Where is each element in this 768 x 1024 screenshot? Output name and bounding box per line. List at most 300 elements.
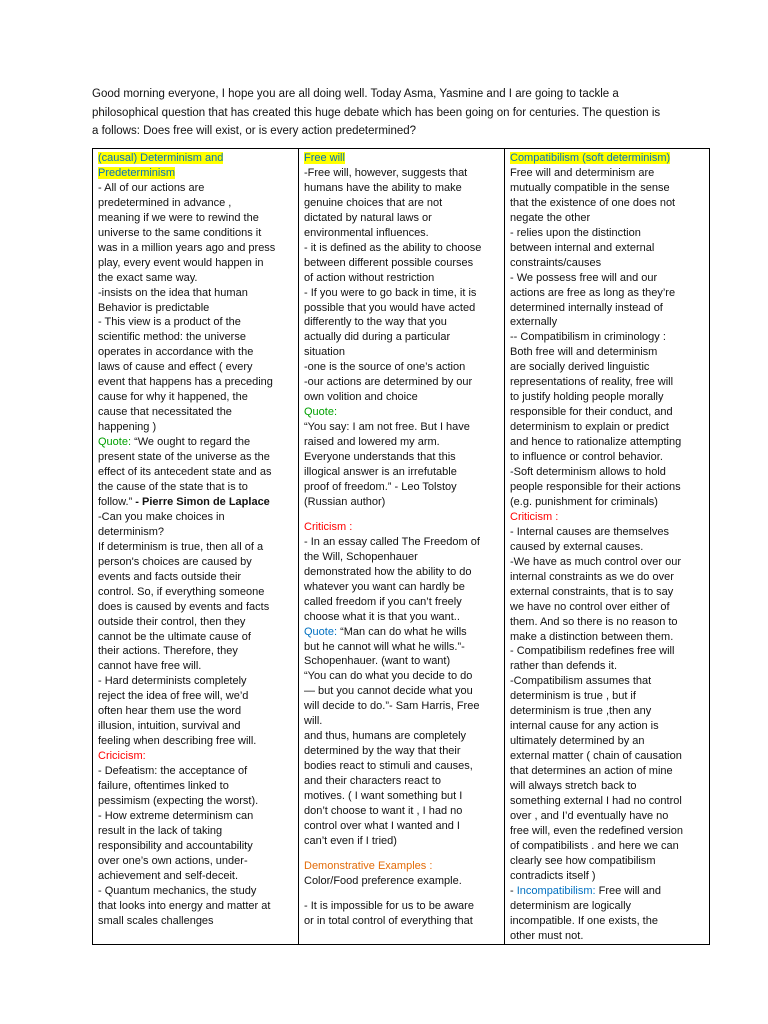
text-line	[304, 834, 500, 849]
line-text: the cause of the state that is to	[98, 480, 248, 493]
text-line	[304, 226, 500, 241]
line-text: - Hard determinists completely	[98, 675, 247, 688]
line-text-continued: “We ought to regard the	[131, 436, 251, 449]
text-line	[304, 181, 500, 196]
line-text: -one is the source of one’s action	[304, 361, 466, 374]
line-text: the Will, Schopenhauer	[304, 550, 418, 563]
text-line	[510, 585, 705, 600]
line-text: -We have as much control over our	[510, 555, 681, 568]
line-text: determined internally instead of	[510, 301, 663, 314]
line-text: proof of freedom.” - Leo Tolstoy	[304, 480, 457, 493]
line-text: failure, oftentimes linked to	[98, 780, 229, 793]
text-line	[304, 450, 500, 465]
line-text: environmental influences.	[304, 226, 429, 239]
line-text: to influence or control behavior.	[510, 451, 663, 464]
line-text: called freedom if you can’t freely	[304, 595, 462, 608]
line-text: and thus, humans are completely	[304, 730, 467, 743]
line-text: determinism is true ,then any	[510, 705, 652, 718]
text-line	[98, 689, 294, 704]
text-line	[98, 899, 294, 914]
intro-line: Good morning everyone, I hope you are all doing well. Today Asma, Yasmine and I are going to tackle a	[92, 88, 619, 100]
line-text: determinism is true , but if	[510, 690, 636, 703]
text-line	[304, 286, 500, 301]
text-line	[304, 256, 500, 271]
line-text: and hence to rationalize attempting	[510, 436, 682, 449]
line-text: raised and lowered my arm.	[304, 436, 440, 449]
text-line	[510, 689, 705, 704]
text-line	[304, 420, 500, 435]
line-text: Free will and determinism are	[510, 166, 655, 179]
line-text: event that happens has a preceding	[98, 376, 273, 389]
line-text: demonstrated how the ability to do	[304, 565, 472, 578]
text-line	[98, 301, 294, 316]
line-text: ultimately determined by an	[510, 735, 645, 748]
line-text: other must not.	[510, 929, 584, 942]
line-text: dictated by natural laws or	[304, 211, 432, 224]
line-text: make a distinction between them.	[510, 630, 674, 643]
line-text: -- Compatibilism in criminology :	[510, 331, 666, 344]
text-line	[304, 435, 500, 450]
text-line	[304, 196, 500, 211]
line-text: was in a million years ago and press	[98, 241, 276, 254]
text-line	[510, 495, 705, 510]
intro-line: philosophical question that has created this huge debate which has been going on for centuries. The question is	[92, 106, 661, 119]
text-line	[510, 405, 705, 420]
line-text: Quote:	[304, 625, 338, 638]
text-line	[304, 315, 500, 330]
line-text: cannot be the ultimate cause of	[98, 630, 251, 643]
line-text: that looks into energy and matter at	[98, 899, 271, 912]
line-text: Criticism :	[510, 510, 559, 523]
text-line	[510, 555, 705, 570]
text-line	[304, 520, 500, 535]
line-text: - Quantum mechanics, the study	[98, 884, 257, 897]
line-text: over , and I’d eventually have no	[510, 809, 669, 822]
text-line	[304, 774, 500, 789]
text-line	[510, 540, 705, 555]
text-line	[510, 854, 705, 869]
line-text: situation	[304, 346, 345, 359]
line-text: incompatible. If one exists, the	[510, 914, 658, 927]
line-text: - All of our actions are	[98, 181, 205, 194]
line-text: will decide to do.”- Sam Harris, Free	[304, 700, 480, 713]
text-line	[304, 151, 500, 166]
line-text: illusion, intuition, survival and	[98, 720, 241, 733]
line-text: operates in accordance with the	[98, 346, 254, 359]
text-line	[304, 580, 500, 595]
line-text: predetermined in advance ,	[98, 196, 232, 209]
line-text: Demonstrative Examples :	[304, 859, 433, 872]
text-line	[510, 779, 705, 794]
line-text: - This view is a product of the	[98, 316, 241, 329]
line-text: effect of its antecedent state and as	[98, 466, 272, 479]
line-text-continued: - Pierre Simon de Laplace	[132, 495, 270, 508]
text-line	[510, 301, 705, 316]
line-text: responsibility and accountability	[98, 839, 253, 852]
line-text: meaning if we were to rewind the	[98, 211, 259, 224]
line-text: — but you cannot decide what you	[304, 685, 473, 698]
text-line	[510, 674, 705, 689]
line-text: Free will	[304, 152, 345, 164]
line-text: don’t choose to want it , I had no	[304, 804, 463, 817]
text-line	[304, 859, 500, 874]
line-text: own volition and choice	[304, 391, 418, 404]
text-line	[510, 510, 705, 525]
text-line	[304, 166, 500, 181]
text-line	[510, 525, 705, 540]
line-text: people responsible for their actions	[510, 480, 681, 493]
text-line	[304, 625, 500, 640]
line-text: Everyone understands that this	[304, 451, 456, 464]
line-text: - relies upon the distinction	[510, 226, 641, 239]
free-will-column	[299, 149, 505, 945]
text-line	[304, 654, 500, 669]
line-text: between internal and external	[510, 241, 655, 254]
text-line	[98, 196, 294, 211]
line-text: between different possible courses	[304, 256, 474, 269]
text-line	[98, 181, 294, 196]
text-line	[510, 644, 705, 659]
text-line	[510, 315, 705, 330]
text-line	[98, 271, 294, 286]
text-line	[304, 759, 500, 774]
compatibilism-column	[505, 149, 710, 945]
text-line	[304, 714, 500, 729]
text-line	[98, 869, 294, 884]
text-line	[510, 480, 705, 495]
text-line	[510, 271, 705, 286]
text-line	[98, 450, 294, 465]
text-line	[98, 914, 294, 929]
text-line	[304, 495, 500, 510]
text-line	[510, 869, 705, 884]
line-text: caused by external causes.	[510, 540, 644, 553]
text-line	[510, 899, 705, 914]
text-line	[304, 819, 500, 834]
text-line	[98, 615, 294, 630]
line-text: whatever you want can hardly be	[304, 580, 465, 593]
text-line	[510, 749, 705, 764]
line-text: Behavior is predictable	[98, 301, 210, 314]
text-line	[98, 585, 294, 600]
text-line	[510, 226, 705, 241]
line-text: representations of reality, free will	[510, 376, 674, 389]
text-line	[304, 595, 500, 610]
line-text: result in the lack of taking	[98, 824, 223, 837]
line-text: illogical answer is an irrefutable	[304, 466, 457, 479]
line-text: Color/Food preference example.	[304, 874, 462, 887]
line-text: - Compatibilism redefines free will	[510, 645, 675, 658]
text-line	[510, 824, 705, 839]
line-text: -Compatibilism assumes that	[510, 675, 652, 688]
text-line	[98, 719, 294, 734]
line-text-continued: Free will and	[595, 884, 662, 897]
line-text: (causal) Determinism and	[98, 152, 224, 164]
text-line	[98, 839, 294, 854]
text-line	[98, 166, 294, 181]
text-line	[98, 734, 294, 749]
comparison-table	[92, 148, 710, 945]
line-text: -insists on the idea that human	[98, 286, 248, 299]
line-text: constraints/causes	[510, 256, 602, 269]
text-line	[510, 390, 705, 405]
line-text: of action without restriction	[304, 271, 435, 284]
text-line	[510, 615, 705, 630]
text-line	[98, 510, 294, 525]
line-text: -Soft determinism allows to hold	[510, 466, 666, 479]
text-line	[510, 196, 705, 211]
line-text: - In an essay called The Freedom of	[304, 535, 480, 548]
text-line	[304, 345, 500, 360]
line-text: - We possess free will and our	[510, 271, 658, 284]
text-line	[304, 301, 500, 316]
text-line	[304, 610, 500, 625]
line-text: over one’s own actions, under-	[98, 854, 248, 867]
line-text: often hear them use the word	[98, 705, 242, 718]
line-text: universe to the same conditions it	[98, 226, 262, 239]
text-line	[98, 345, 294, 360]
text-line	[304, 729, 500, 744]
line-text: “You can do what you decide to do	[304, 670, 473, 683]
text-line	[510, 420, 705, 435]
text-line	[98, 375, 294, 390]
text-line	[510, 211, 705, 226]
line-text: play, every event would happen in	[98, 256, 264, 269]
line-text: If determinism is true, then all of a	[98, 540, 264, 553]
text-line	[98, 211, 294, 226]
text-line	[304, 271, 500, 286]
line-text: - How extreme determinism can	[98, 809, 254, 822]
line-text: free will, even the redefined version	[510, 824, 684, 837]
line-text: Schopenhauer. (want to want)	[304, 655, 451, 668]
determinism-column	[93, 149, 299, 945]
text-line	[98, 704, 294, 719]
text-line	[98, 555, 294, 570]
text-line	[510, 659, 705, 674]
line-text: choose what it is that you want..	[304, 610, 460, 623]
line-text: them. And so there is no reason to	[510, 615, 678, 628]
line-text: -	[510, 884, 517, 897]
text-line	[98, 764, 294, 779]
text-line	[510, 286, 705, 301]
text-line	[98, 286, 294, 301]
text-line	[98, 315, 294, 330]
text-line	[510, 330, 705, 345]
text-line	[98, 644, 294, 659]
text-line	[510, 241, 705, 256]
text-line	[98, 809, 294, 824]
text-line	[510, 360, 705, 375]
text-line	[510, 465, 705, 480]
line-text: reject the idea of free will, we’d	[98, 690, 249, 703]
line-text: - Internal causes are themselves	[510, 525, 669, 538]
text-line	[98, 435, 294, 450]
text-line	[98, 151, 294, 166]
line-text: does is caused by events and facts	[98, 600, 270, 613]
line-text: outside their control, then they	[98, 615, 246, 628]
line-text: actually did during a particular	[304, 331, 451, 344]
line-text: external constraints, that is to say	[510, 585, 674, 598]
intro-line: a follows: Does free will exist, or is every action predetermined?	[92, 125, 417, 137]
text-line	[98, 480, 294, 495]
line-text: cause that necessitated the	[98, 406, 232, 419]
line-text: feeling when describing free will.	[98, 735, 257, 748]
line-text: something external I had no control	[510, 794, 682, 807]
line-text: mutually compatible in the sense	[510, 181, 670, 194]
line-text: small scales challenges	[98, 914, 214, 927]
text-line	[510, 809, 705, 824]
line-text-continued: “Man can do what he wills	[337, 625, 467, 638]
line-text: external matter ( chain of causation	[510, 750, 682, 763]
line-text: determinism to explain or predict	[510, 421, 669, 434]
text-line	[304, 565, 500, 580]
line-text: control. So, if everything someone	[98, 585, 265, 598]
blank-line	[304, 510, 500, 520]
text-line	[510, 345, 705, 360]
text-line	[304, 804, 500, 819]
line-text: their actions. Therefore, they	[98, 645, 238, 658]
text-line	[98, 570, 294, 585]
blank-line	[304, 849, 500, 859]
line-text: Predeterminism	[98, 166, 176, 179]
text-line	[304, 744, 500, 759]
line-text: will always stretch back to	[510, 780, 637, 793]
line-text: scientific method: the universe	[98, 331, 246, 344]
text-line	[510, 450, 705, 465]
line-text: “You say: I am not free. But I have	[304, 421, 470, 434]
line-text: -Can you make choices in	[98, 510, 225, 523]
text-line	[304, 789, 500, 804]
line-text: -our actions are determined by our	[304, 376, 473, 389]
line-text: humans have the ability to make	[304, 181, 462, 194]
line-text: (Russian author)	[304, 495, 386, 508]
line-text: externally	[510, 316, 558, 329]
text-line	[304, 535, 500, 550]
text-line	[98, 884, 294, 899]
line-text: -Free will, however, suggests that	[304, 166, 468, 179]
text-line	[304, 465, 500, 480]
line-text: - it is defined as the ability to choose	[304, 241, 482, 254]
text-line	[304, 640, 500, 655]
text-line	[304, 550, 500, 565]
line-text: laws of cause and effect ( every	[98, 361, 253, 374]
text-line	[510, 181, 705, 196]
line-text: and their characters react to	[304, 775, 441, 788]
line-text: are socially derived linguistic	[510, 361, 650, 374]
line-text: - It is impossible for us to be aware	[304, 899, 474, 912]
line-text: Criticism :	[304, 520, 353, 533]
line-text: Quote:	[98, 436, 132, 449]
text-line	[98, 600, 294, 615]
text-line	[98, 256, 294, 271]
line-text: rather than defends it.	[510, 660, 618, 673]
text-line	[98, 465, 294, 480]
text-line	[98, 420, 294, 435]
text-line	[304, 211, 500, 226]
text-line	[98, 779, 294, 794]
line-text: possible that you would have acted	[304, 301, 476, 314]
text-line	[510, 839, 705, 854]
line-text: cannot have free will.	[98, 660, 202, 673]
line-text: actions are free as long as they’re	[510, 286, 676, 299]
text-line	[304, 330, 500, 345]
line-text: or in total control of everything that	[304, 914, 473, 927]
text-line	[98, 525, 294, 540]
text-line	[510, 151, 705, 166]
text-line	[510, 375, 705, 390]
text-line	[304, 914, 500, 929]
text-line	[98, 674, 294, 689]
text-line	[98, 495, 294, 510]
text-line	[98, 630, 294, 645]
line-text: that determines an action of mine	[510, 765, 673, 778]
text-line	[304, 241, 500, 256]
text-line	[98, 854, 294, 869]
line-text: determined by the way that their	[304, 745, 461, 758]
text-line	[98, 794, 294, 809]
text-line	[304, 699, 500, 714]
text-line	[98, 360, 294, 375]
line-text: - Defeatism: the acceptance of	[98, 765, 248, 778]
line-text: happening )	[98, 421, 157, 434]
line-text: contradicts itself )	[510, 869, 596, 882]
line-text: present state of the universe as the	[98, 451, 270, 464]
line-text: but he cannot will what he wills.”-	[304, 640, 465, 653]
line-text: events and facts outside their	[98, 570, 242, 583]
line-text: can’t even if I tried)	[304, 834, 397, 847]
blank-line	[304, 889, 500, 899]
line-text: we have no control over either of	[510, 600, 670, 613]
text-line	[510, 884, 705, 899]
line-text: Both free will and determinism	[510, 346, 658, 359]
text-line	[98, 390, 294, 405]
line-text: control over what I wanted and I	[304, 819, 460, 832]
line-text: bodies react to stimuli and causes,	[304, 760, 473, 773]
line-text: differently to the way that you	[304, 316, 447, 329]
line-text-continued: Incompatibilism:	[516, 884, 596, 897]
line-text: internal cause for any action is	[510, 720, 659, 733]
line-text: cause for why it happened, the	[98, 391, 248, 404]
text-line	[510, 435, 705, 450]
text-line	[510, 719, 705, 734]
line-text: determinism?	[98, 525, 165, 538]
line-text: - If you were to go back in time, it is	[304, 286, 477, 299]
line-text: motives. ( I want something but I	[304, 790, 463, 803]
text-line	[304, 360, 500, 375]
text-line	[510, 256, 705, 271]
text-line	[98, 659, 294, 674]
line-text: of compatibilists . and here we can	[510, 839, 679, 852]
text-line	[510, 704, 705, 719]
line-text: responsible for their conduct, and	[510, 406, 673, 419]
text-line	[304, 874, 500, 889]
text-line	[510, 794, 705, 809]
line-text: negate the other	[510, 211, 591, 224]
text-line	[98, 241, 294, 256]
text-line	[304, 669, 500, 684]
line-text: (e.g. punishment for criminals)	[510, 495, 658, 508]
line-text: follow.”	[98, 495, 133, 508]
line-text: person's choices are caused by	[98, 555, 252, 568]
text-line	[510, 914, 705, 929]
text-line	[510, 570, 705, 585]
text-line	[510, 764, 705, 779]
text-line	[510, 600, 705, 615]
line-text: pessimism (expecting the worst).	[98, 794, 259, 807]
text-line	[98, 749, 294, 764]
text-line	[304, 480, 500, 495]
text-line	[510, 630, 705, 645]
